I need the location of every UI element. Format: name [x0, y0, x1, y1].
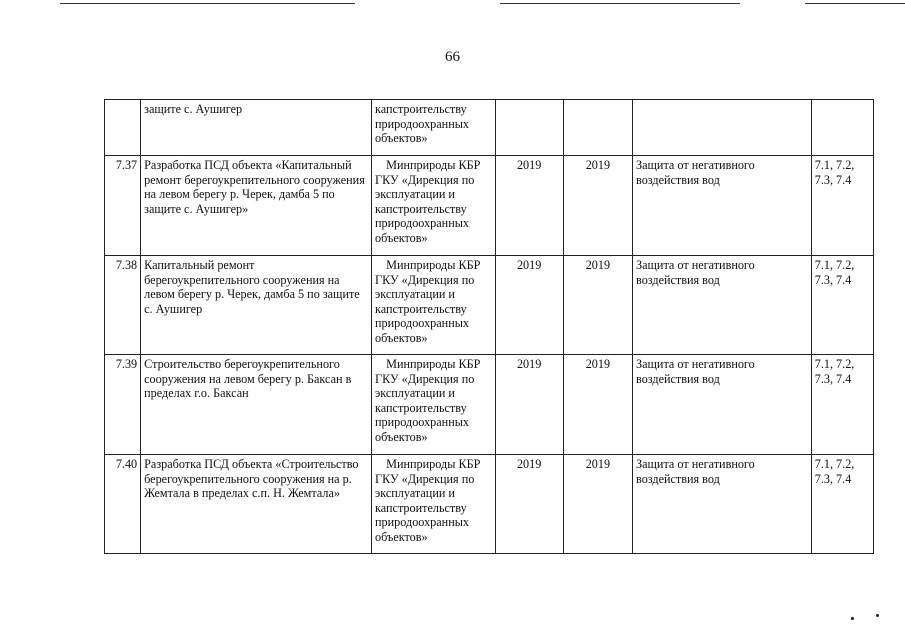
row-start-year: 2019	[495, 156, 563, 256]
table-row	[105, 156, 874, 256]
row-name: Строительство берегоукрепительного сооружения на левом берегу р. Баксан в пределах г.о. Баксан	[141, 355, 372, 455]
row-name: Капитальный ремонт берегоукрепительного сооружения на левом берегу р. Черек, дамба 5 по защите с. Аушигер	[141, 256, 372, 355]
row-number: 7.38	[105, 256, 141, 355]
row-end-year: 2019	[563, 455, 632, 554]
table-body	[105, 100, 874, 554]
row-name: защите с. Аушигер	[141, 100, 372, 156]
row-executor	[372, 256, 495, 355]
executor-rest: ГКУ «Дирекция по эксплуатации и капстроительству природоохранных объектов»	[375, 172, 475, 245]
row-number	[105, 100, 141, 156]
scan-speck	[851, 617, 854, 620]
row-start-year: 2019	[495, 256, 563, 355]
table-row	[105, 355, 874, 455]
row-name: Разработка ПСД объекта «Капитальный ремонт берегоукрепительного сооружения на левом берегу р. Черек, дамба 5 по защите с. Аушигер»	[141, 156, 372, 256]
row-number: 7.40	[105, 455, 141, 554]
executor-rest: ГКУ «Дирекция по эксплуатации и капстроительству природоохранных объектов»	[375, 471, 475, 544]
row-goal: Защита от негативного воздействия вод	[633, 256, 812, 355]
row-goal: Защита от негативного воздействия вод	[633, 156, 812, 256]
row-executor	[372, 156, 495, 256]
row-end-year: 2019	[563, 256, 632, 355]
executor-first: Минприроды КБР	[386, 258, 481, 272]
row-start-year: 2019	[495, 455, 563, 554]
table-row	[105, 455, 874, 554]
row-indicators: 7.1, 7.2, 7.3, 7.4	[811, 156, 873, 256]
header-rule-right	[500, 3, 740, 4]
header-rule-left	[60, 3, 355, 4]
row-goal	[633, 100, 812, 156]
program-table	[104, 99, 874, 554]
row-number: 7.39	[105, 355, 141, 455]
row-executor	[372, 100, 495, 156]
row-executor	[372, 355, 495, 455]
row-number: 7.37	[105, 156, 141, 256]
row-goal: Защита от негативного воздействия вод	[633, 455, 812, 554]
row-goal: Защита от негативного воздействия вод	[633, 355, 812, 455]
table-row	[105, 256, 874, 355]
header-rule-edge	[805, 3, 905, 4]
row-start-year	[495, 100, 563, 156]
scan-speck	[876, 614, 879, 617]
page-number: 66	[445, 49, 460, 65]
executor-first: Минприроды КБР	[386, 158, 481, 172]
executor-rest: ГКУ «Дирекция по эксплуатации и капстроительству природоохранных объектов»	[375, 272, 475, 345]
row-name: Разработка ПСД объекта «Строительство берегоукрепительного сооружения на р. Жемтала в пределах с.п. Н. Жемтала»	[141, 455, 372, 554]
row-start-year: 2019	[495, 355, 563, 455]
row-indicators: 7.1, 7.2, 7.3, 7.4	[811, 256, 873, 355]
executor-first: Минприроды КБР	[386, 457, 481, 471]
row-indicators: 7.1, 7.2, 7.3, 7.4	[811, 355, 873, 455]
row-end-year: 2019	[563, 156, 632, 256]
row-indicators	[811, 100, 873, 156]
row-end-year	[563, 100, 632, 156]
row-executor	[372, 455, 495, 554]
row-end-year: 2019	[563, 355, 632, 455]
executor-rest: ГКУ «Дирекция по эксплуатации и капстроительству природоохранных объектов»	[375, 371, 475, 444]
table-row	[105, 100, 874, 156]
row-indicators: 7.1, 7.2, 7.3, 7.4	[811, 455, 873, 554]
executor-first: Минприроды КБР	[386, 357, 481, 371]
executor-rest: капстроительству природоохранных объектов»	[375, 102, 470, 146]
